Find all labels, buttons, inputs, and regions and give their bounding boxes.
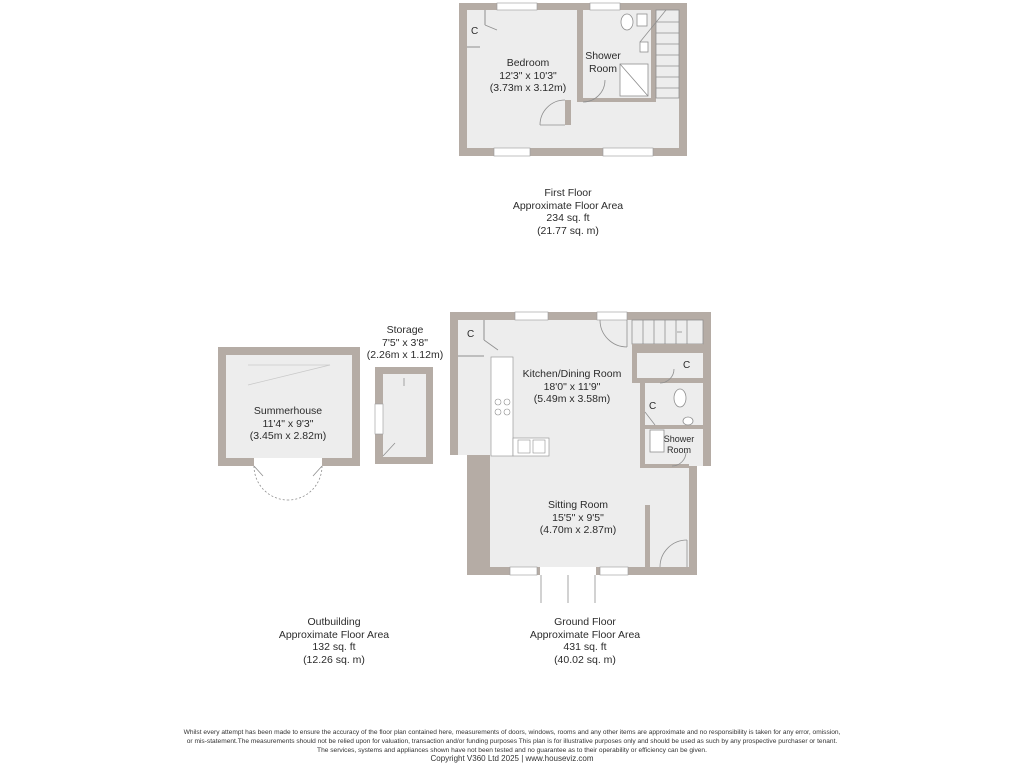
bedroom-metric: (3.73m x 3.12m)	[489, 82, 567, 94]
first-floor-area	[513, 187, 623, 237]
summerhouse-metric: (3.45m x 2.82m)	[249, 430, 327, 442]
summerhouse-name: Summerhouse	[253, 405, 323, 417]
first-floor-subtitle: Approximate Floor Area	[512, 199, 624, 212]
summerhouse-label	[250, 405, 326, 443]
ground-floor-title: Ground Floor	[554, 616, 616, 628]
bedroom-imperial: 12'3" x 10'3"	[499, 69, 557, 82]
outbuilding-sqft: 132 sq. ft	[312, 641, 356, 653]
first-floor-sqm: (21.77 sq. m)	[537, 224, 599, 237]
disclaimer-line-2: or mis-statement.The measurements should not be relied upon for valuation, transaction and/or funding purposes This plan is for illustrative purposes only and should be used as such by any prospective purchaser or tenant.	[186, 737, 838, 745]
ground-floor-shower-room-label	[664, 434, 695, 456]
disclaimer-line-1: Whilst every attempt has been made to ensure the accuracy of the floor plan contained here, measurements of doors, windows, rooms and any other items are approximate and no responsibility is taken for any error, omission,	[183, 729, 841, 736]
disclaimer	[184, 729, 841, 764]
cupboard-label: C	[471, 26, 479, 37]
copyright: Copyright V360 Ltd 2025 | www.houseviz.com	[430, 754, 594, 764]
cupboard-label: C	[467, 329, 475, 340]
bedroom-name: Bedroom	[506, 57, 550, 69]
shower-room-line1: Shower	[663, 434, 695, 444]
storage-label	[367, 324, 443, 362]
kitchen-metric: (5.49m x 3.58m)	[533, 393, 611, 405]
shower-room-line2: Room	[588, 62, 618, 75]
storage-imperial: 7'5" x 3'8"	[382, 336, 428, 349]
outbuilding-area	[279, 616, 389, 666]
sitting-room-imperial: 15'5" x 9'5"	[552, 511, 604, 524]
ground-floor-sqft: 431 sq. ft	[563, 641, 607, 653]
cupboard-label: C	[683, 360, 691, 371]
bedroom-label	[490, 57, 566, 95]
ground-floor-sqm: (40.02 sq. m)	[554, 653, 616, 666]
storage-name: Storage	[386, 324, 424, 336]
storage-plan	[375, 367, 433, 464]
kitchen-name: Kitchen/Dining Room	[522, 368, 622, 380]
kitchen-imperial: 18'0" x 11'9"	[543, 380, 601, 393]
disclaimer-line-3: The services, systems and appliances shown have not been tested and no guarantee as to their operability or efficiency can be given.	[317, 746, 707, 754]
first-floor-sqft: 234 sq. ft	[546, 212, 590, 224]
sitting-room-metric: (4.70m x 2.87m)	[539, 524, 617, 536]
kitchen-dining-label	[523, 368, 622, 406]
first-floor-shower-room-label	[585, 50, 621, 75]
summerhouse-imperial: 11'4" x 9'3"	[262, 417, 314, 430]
sitting-room-label	[540, 499, 616, 537]
cupboard-label: C	[649, 401, 657, 412]
storage-metric: (2.26m x 1.12m)	[366, 349, 444, 361]
outbuilding-sqm: (12.26 sq. m)	[303, 653, 365, 666]
sitting-room-name: Sitting Room	[547, 499, 609, 511]
outbuilding-subtitle: Approximate Floor Area	[278, 628, 390, 641]
shower-room-line2: Room	[666, 445, 692, 455]
first-floor-title: First Floor	[544, 187, 592, 199]
ground-floor-area	[530, 616, 640, 666]
ground-floor-subtitle: Approximate Floor Area	[529, 628, 641, 641]
outbuilding-title: Outbuilding	[307, 616, 361, 628]
ground-floor-plan	[450, 312, 711, 603]
shower-room-line1: Shower	[585, 50, 621, 62]
